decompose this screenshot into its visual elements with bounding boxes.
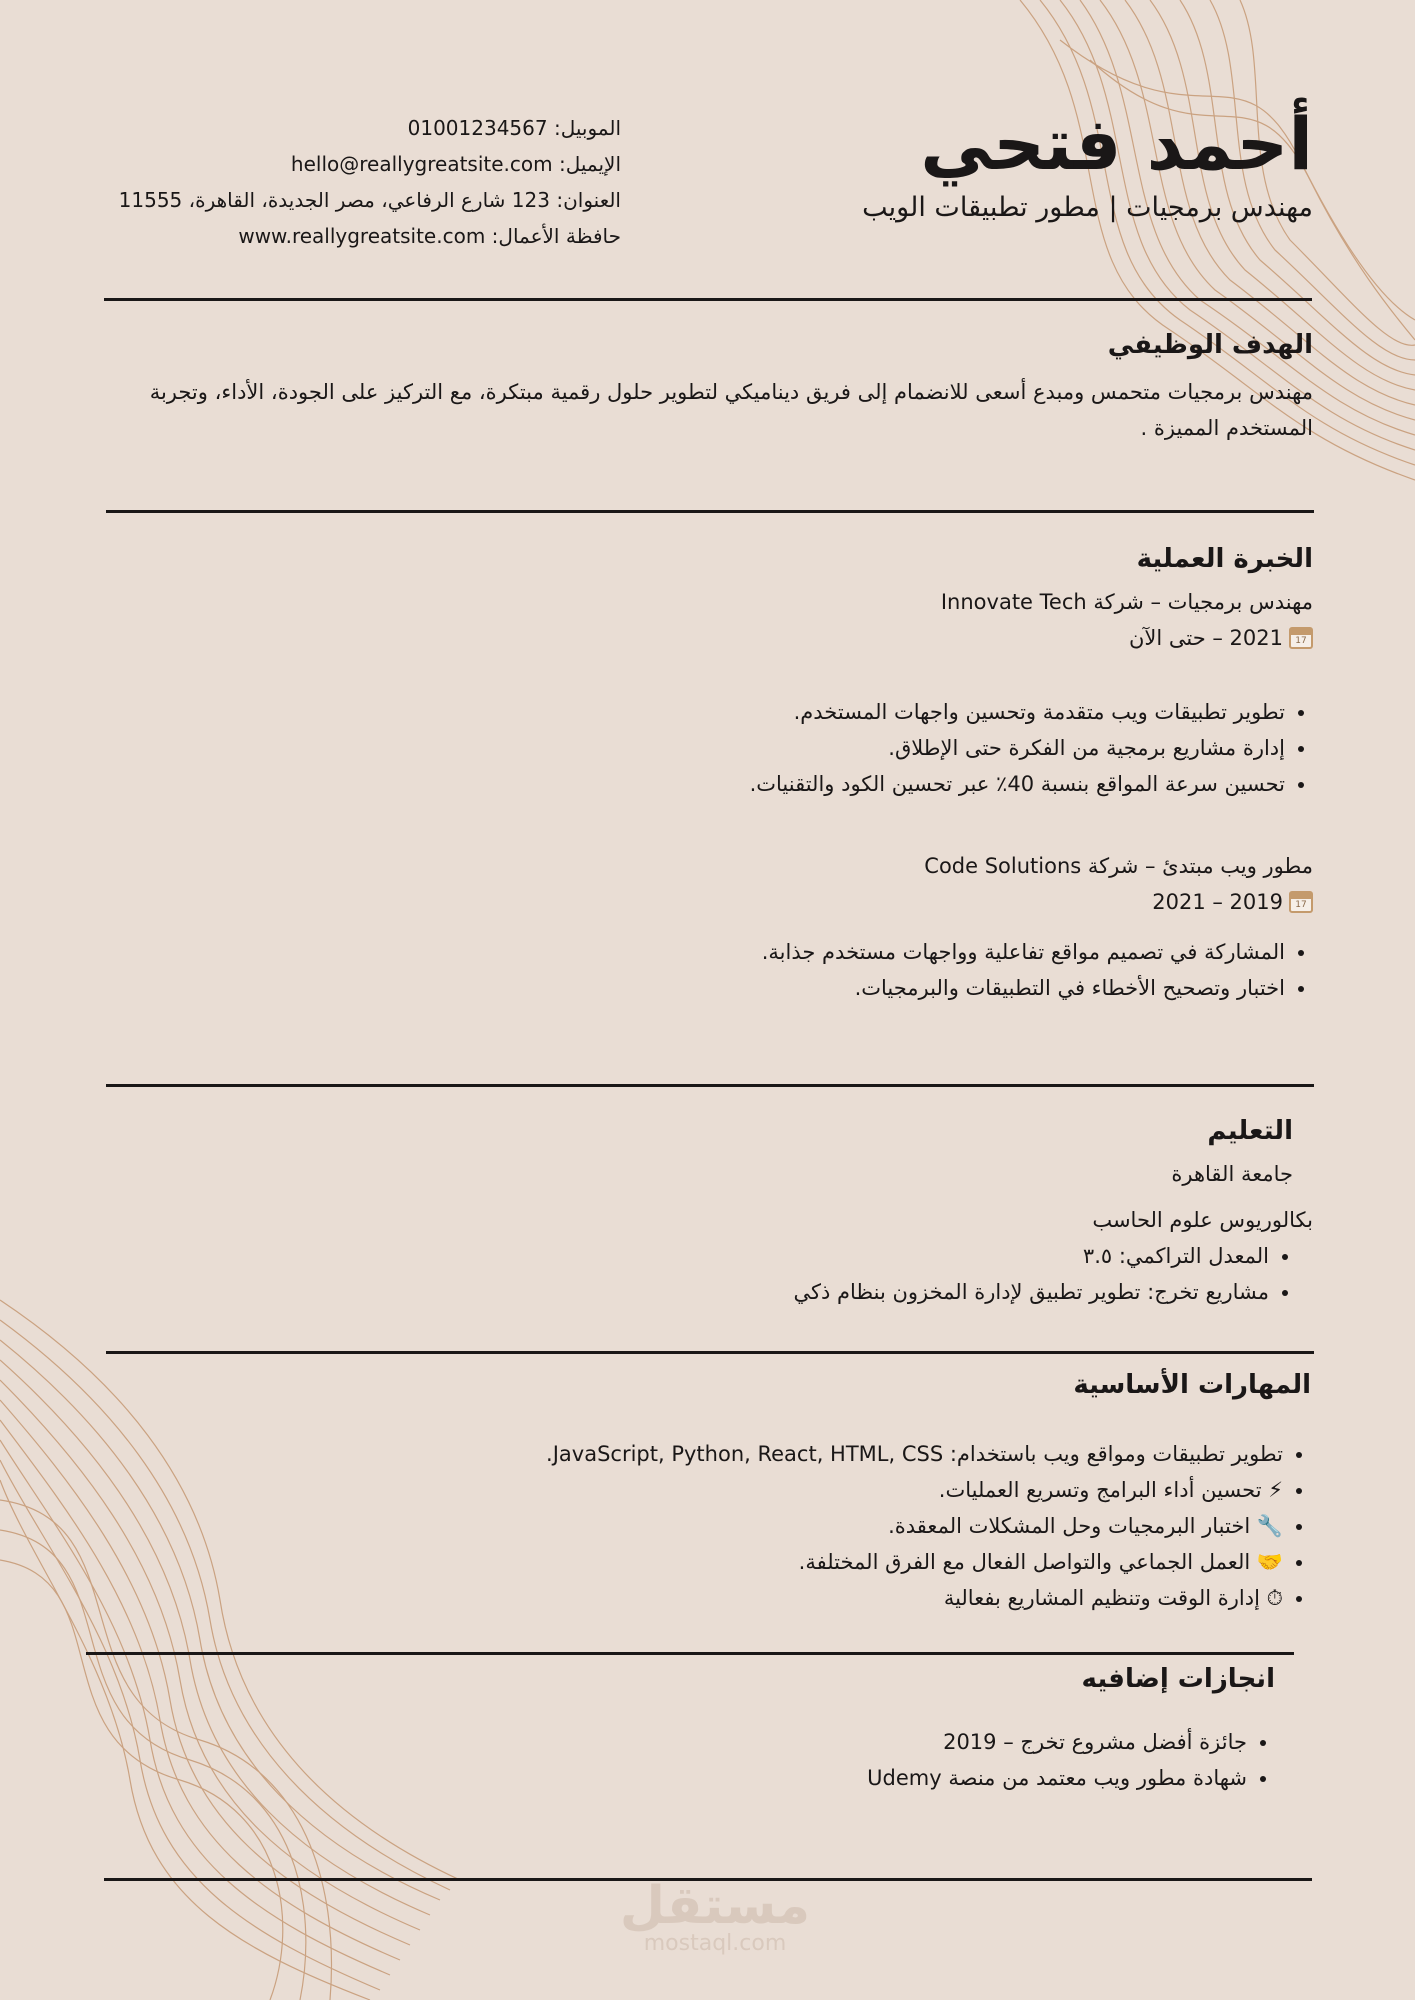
objective-heading: الهدف الوظيفي <box>1107 330 1313 360</box>
skills-heading: المهارات الأساسية <box>1073 1370 1311 1400</box>
contact-address: العنوان: 123 شارع الرفاعي، مصر الجديدة، القاهرة، 11555 <box>118 188 621 212</box>
divider-education <box>106 1351 1314 1354</box>
watermark-site: mostaql.com <box>643 1931 787 1956</box>
job-dates-row <box>123 620 1313 656</box>
job-entry <box>123 584 1313 802</box>
job-role: مطور ويب مبتدئ – شركة Code Solutions <box>924 854 1313 878</box>
list-item: • المعدل التراكمي: ٣.٥ <box>123 1238 1269 1274</box>
divider-skills <box>86 1652 1294 1655</box>
calendar-icon: 17 <box>1289 627 1313 649</box>
job-bullets <box>123 694 1313 802</box>
list-item: • ⚡ تحسين أداء البرامج وتسريع العمليات. <box>121 1472 1283 1508</box>
section-experience <box>123 544 1313 1006</box>
section-achievements <box>125 1664 1275 1796</box>
header-name-block <box>753 102 1313 223</box>
list-item: • 🔧 اختبار البرمجيات وحل المشكلات المعقدة. <box>121 1508 1283 1544</box>
job-bullets <box>123 934 1313 1006</box>
list-item: • 🤝 العمل الجماعي والتواصل الفعال مع الفرق المختلفة. <box>121 1544 1283 1580</box>
achievements-heading: انجازات إضافيه <box>1081 1664 1275 1694</box>
list-item: • تحسين سرعة المواقع بنسبة 40٪ عبر تحسين الكود والتقنيات. <box>123 766 1285 802</box>
section-education <box>123 1116 1313 1310</box>
watermark-brand: مستقل <box>619 1876 811 1936</box>
objective-text: مهندس برمجيات متحمس ومبدع أسعى للانضمام إلى فريق ديناميكي لتطوير حلول رقمية مبتكرة، مع التركيز على الجودة، الأداء، وتجربة المستخدم المميزة . <box>149 380 1313 440</box>
list-item: • تطوير تطبيقات ويب متقدمة وتحسين واجهات المستخدم. <box>123 694 1285 730</box>
candidate-name: أحمد فتحي <box>920 102 1313 186</box>
education-bullets <box>123 1238 1313 1310</box>
list-item: • تطوير تطبيقات ومواقع ويب باستخدام: JavaScript, Python, React, HTML, CSS. <box>121 1436 1283 1472</box>
education-degree: بكالوريوس علوم الحاسب <box>1092 1208 1313 1232</box>
calendar-icon: 17 <box>1289 891 1313 913</box>
experience-heading: الخبرة العملية <box>1136 544 1313 574</box>
divider-objective <box>106 510 1314 513</box>
watermark <box>600 1876 830 1956</box>
achievements-list <box>125 1724 1275 1796</box>
education-heading: التعليم <box>1207 1116 1293 1146</box>
job-title: مهندس برمجيات | مطور تطبيقات الويب <box>862 192 1313 223</box>
list-item: • جائزة أفضل مشروع تخرج – 2019 <box>125 1724 1247 1760</box>
contact-portfolio: حافظة الأعمال: www.reallygreatsite.com <box>238 224 621 248</box>
list-item: • مشاريع تخرج: تطوير تطبيق لإدارة المخزون بنظام ذكي <box>123 1274 1269 1310</box>
skills-list <box>121 1436 1311 1616</box>
job-entry <box>123 848 1313 1006</box>
job-dates: 2021 – حتى الآن <box>1128 626 1283 650</box>
job-dates-row <box>123 884 1313 920</box>
job-role: مهندس برمجيات – شركة Innovate Tech <box>940 590 1313 614</box>
section-objective <box>123 330 1313 446</box>
contact-info <box>101 110 621 254</box>
divider-experience <box>106 1084 1314 1087</box>
list-item: • اختبار وتصحيح الأخطاء في التطبيقات والبرمجيات. <box>123 970 1285 1006</box>
section-skills <box>121 1370 1311 1616</box>
divider-header <box>104 298 1312 301</box>
contact-email: الإيميل: hello@reallygreatsite.com <box>290 152 621 176</box>
list-item: • إدارة مشاريع برمجية من الفكرة حتى الإطلاق. <box>123 730 1285 766</box>
list-item: • المشاركة في تصميم مواقع تفاعلية وواجهات مستخدم جذابة. <box>123 934 1285 970</box>
list-item: • شهادة مطور ويب معتمد من منصة Udemy <box>125 1760 1247 1796</box>
list-item: • ⏱ إدارة الوقت وتنظيم المشاريع بفعالية <box>121 1580 1283 1616</box>
contact-mobile: الموبيل: 01001234567 <box>407 116 621 140</box>
job-dates: 2019 – 2021 <box>1152 890 1283 914</box>
education-university: جامعة القاهرة <box>1171 1162 1293 1186</box>
